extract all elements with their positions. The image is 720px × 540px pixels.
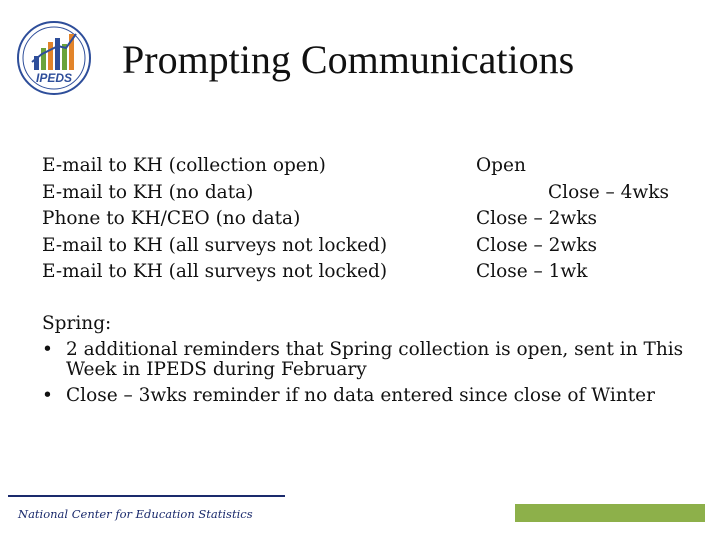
footer-accent-bar xyxy=(515,504,705,522)
list-item xyxy=(42,180,682,207)
row-timing: Close – 4wks xyxy=(548,181,669,203)
row-timing: Close – 2wks xyxy=(476,208,597,229)
footer-org: National Center for Education Statistics xyxy=(18,507,253,521)
bullet-icon: • xyxy=(42,385,53,406)
page-title: Prompting Communications xyxy=(122,37,575,82)
list-item xyxy=(42,206,682,233)
spring-section xyxy=(42,314,692,412)
bullet-text: Close – 3wks reminder if no data entered since close of Winter xyxy=(66,385,655,406)
row-timing: Open xyxy=(476,155,526,176)
footer-divider xyxy=(8,495,285,497)
bullet-icon: • xyxy=(42,339,53,360)
ipeds-logo xyxy=(16,20,92,96)
list-item xyxy=(42,233,682,260)
row-timing: Close – 2wks xyxy=(476,234,597,256)
row-action: E-mail to KH (all surveys not locked) xyxy=(42,234,388,256)
communication-list xyxy=(42,153,682,286)
row-timing: Close – 1wk xyxy=(476,261,588,282)
bullet-text: 2 additional reminders that Spring collection is open, sent in This Week in IPEDS during February xyxy=(66,339,684,380)
row-action: E-mail to KH (collection open) xyxy=(42,155,326,176)
list-item xyxy=(42,340,692,380)
list-item xyxy=(42,386,692,406)
spring-heading: Spring: xyxy=(42,313,112,334)
row-action: Phone to KH/CEO (no data) xyxy=(42,208,301,229)
list-item xyxy=(42,153,682,180)
logo-text: IPEDS xyxy=(35,71,73,85)
row-action: E-mail to KH (all surveys not locked) xyxy=(42,261,388,282)
spring-list xyxy=(42,340,692,406)
list-item xyxy=(42,259,682,286)
row-action: E-mail to KH (no data) xyxy=(42,181,254,203)
